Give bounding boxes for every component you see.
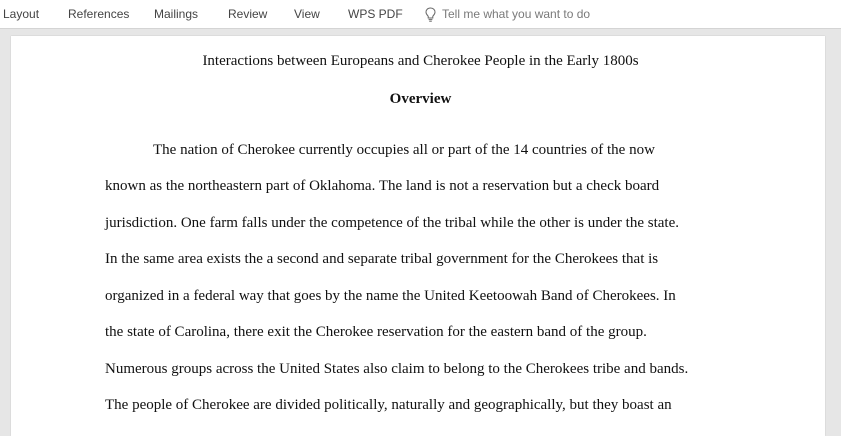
tell-me-search[interactable] <box>425 5 590 23</box>
tab-mailings[interactable]: Mailings <box>154 7 199 21</box>
paragraph-line: Numerous groups across the United States also claim to belong to the Cherokees tribe and bands. <box>105 361 689 377</box>
lightbulb-icon <box>425 7 436 22</box>
paragraph-line: The people of Cherokee are divided politically, naturally and geographically, but they boast an <box>105 397 672 413</box>
tab-wps-pdf[interactable]: WPS PDF <box>348 7 403 21</box>
vertical-scrollbar[interactable] <box>827 29 841 433</box>
section-heading: Overview <box>389 91 452 107</box>
paragraph-line: known as the northeastern part of Oklahoma. The land is not a reservation but a check board <box>105 178 660 194</box>
tab-references[interactable]: References <box>68 7 130 21</box>
tab-review[interactable]: Review <box>228 7 268 21</box>
paragraph-line: the state of Carolina, there exit the Cherokee reservation for the eastern band of the group. <box>105 324 647 340</box>
ribbon-tab-bar <box>0 0 841 29</box>
paragraph-line: In the same area exists the a second and separate tribal government for the Cherokees that is <box>105 251 659 267</box>
tell-me-placeholder: Tell me what you want to do <box>442 7 591 21</box>
document-title: Interactions between Europeans and Cherokee People in the Early 1800s <box>202 53 639 69</box>
paragraph-line: The nation of Cherokee currently occupies all or part of the 14 countries of the now <box>153 142 655 158</box>
tab-layout[interactable]: Layout <box>3 7 40 21</box>
tab-view[interactable]: View <box>294 7 320 21</box>
paragraph-line: organized in a federal way that goes by the name the United Keetoowah Band of Cherokees. In <box>105 288 676 304</box>
paragraph-line: jurisdiction. One farm falls under the competence of the tribal while the other is under the state. <box>105 215 679 231</box>
